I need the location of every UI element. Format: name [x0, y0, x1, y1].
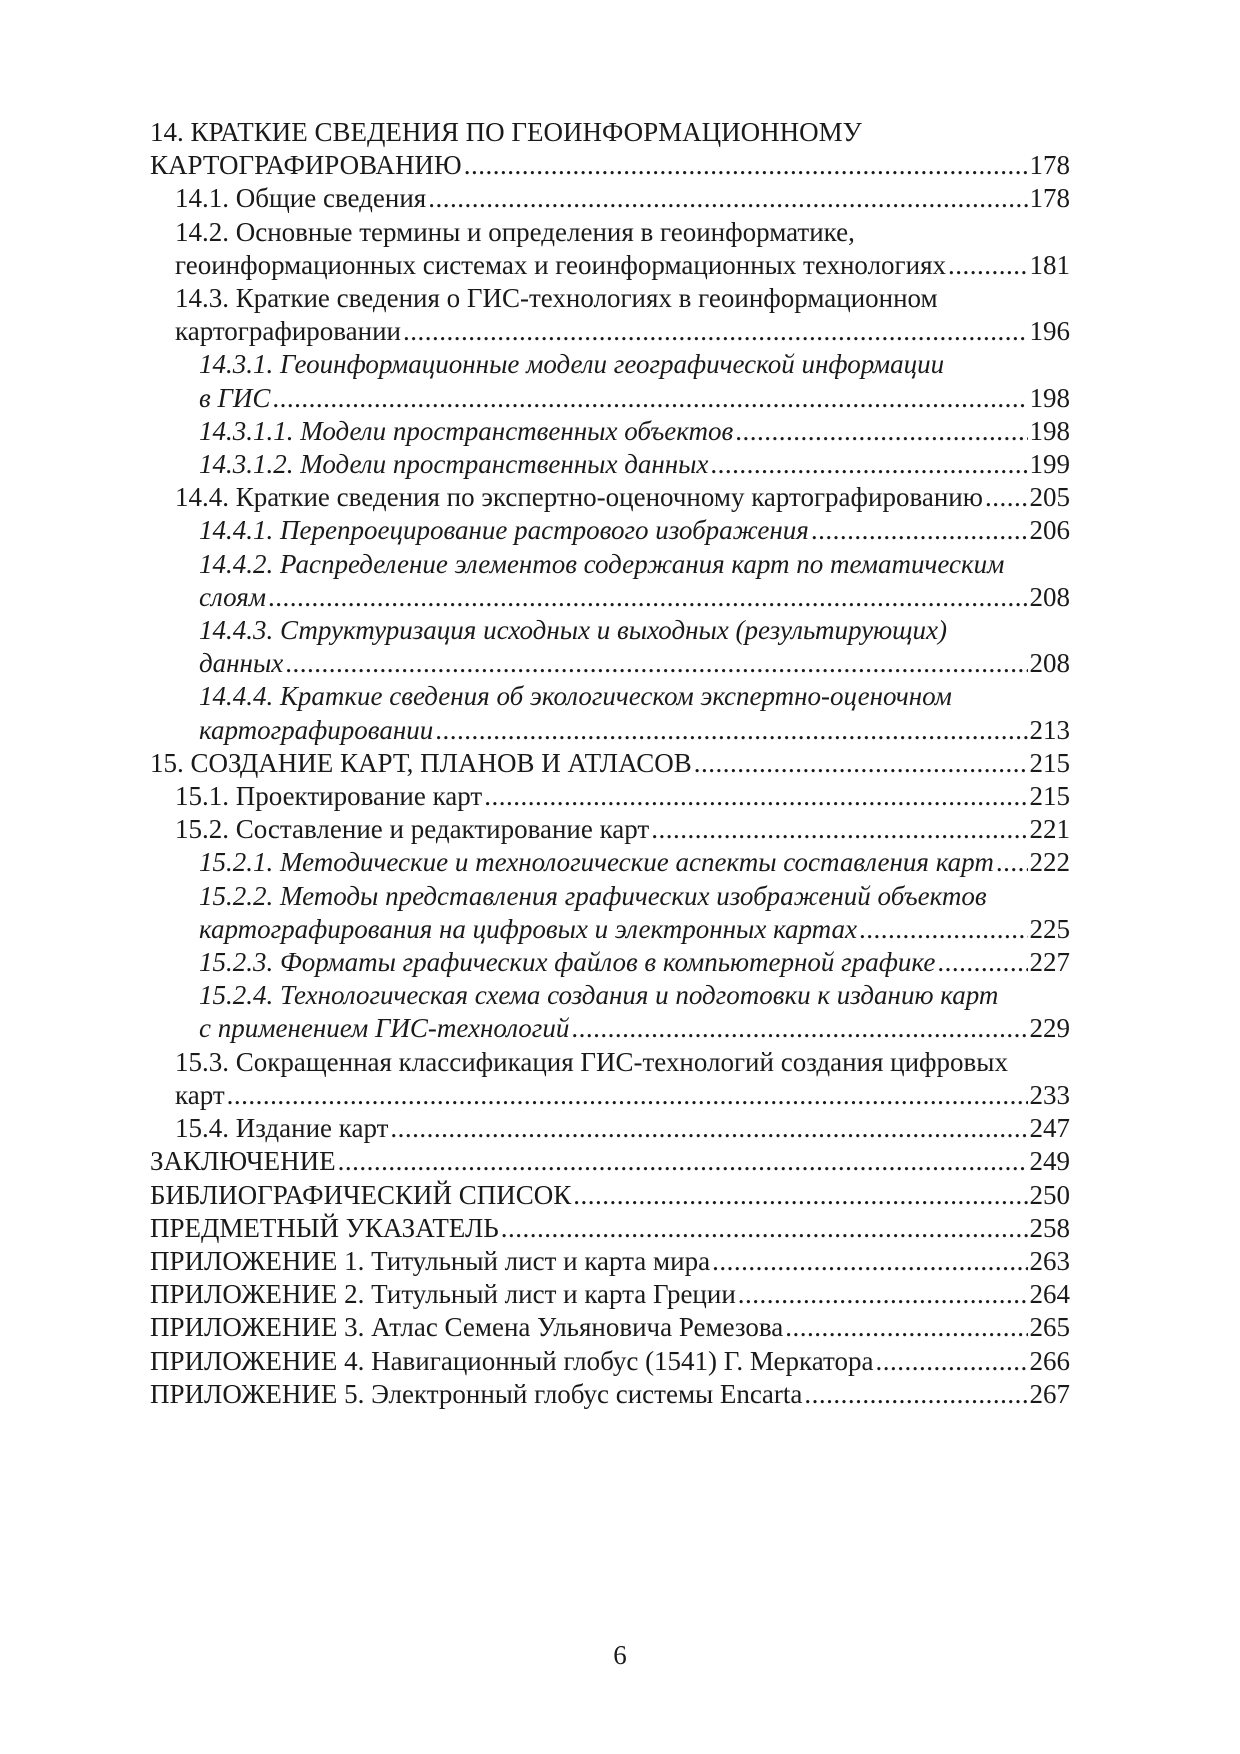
toc-entry-row: [150, 747, 1070, 780]
dot-leader: [227, 1079, 1028, 1112]
toc-entry: [150, 747, 1070, 780]
toc-entry-title: 15.2.4. Технологическая схема создания и подготовки к изданию карт: [199, 980, 999, 1011]
toc-entry-title: 15.4. Издание карт: [175, 1113, 389, 1144]
dot-leader: [735, 415, 1027, 448]
toc-entry-page: 198: [1029, 415, 1070, 446]
dot-leader: [712, 1245, 1027, 1278]
toc-entry-title: 15.3. Сокращенная классификация ГИС-технологий создания цифровых: [175, 1046, 1008, 1077]
toc-entry-page: 215: [1029, 747, 1070, 778]
toc-entry-title: 14.4.1. Перепроецирование растрового изображения: [199, 515, 809, 546]
dot-leader: [710, 448, 1027, 481]
toc-entry-title: 14.4.3. Структуризация исходных и выходных (результирующих): [199, 615, 947, 646]
toc-entry-row: [199, 647, 1070, 680]
toc-entry-page: 198: [1029, 382, 1070, 413]
toc-entry-row: [199, 714, 1070, 747]
toc-entry-title: ПРИЛОЖЕНИЕ 5. Электронный глобус системы Encarta: [150, 1378, 803, 1409]
toc-entry: [150, 614, 1070, 680]
toc-entry-row: [150, 1278, 1070, 1311]
toc-entry: [150, 548, 1070, 614]
toc-entry-row: [150, 1245, 1070, 1278]
toc-entry-row: [199, 448, 1070, 481]
toc-entry-page: 229: [1029, 1013, 1070, 1044]
toc-entry-row: [150, 1311, 1070, 1344]
toc-entry-title: 15.2.1. Методические и технологические аспекты составления карт: [199, 847, 994, 878]
toc-entry-page: 225: [1029, 913, 1070, 944]
toc-entry-page: 233: [1029, 1079, 1070, 1110]
toc-entry: [150, 946, 1070, 979]
dot-leader: [859, 913, 1028, 946]
toc-entry-page: 213: [1029, 714, 1070, 745]
dot-leader: [464, 149, 1028, 182]
toc-entry: [150, 1378, 1070, 1411]
dot-leader: [694, 747, 1028, 780]
toc-entry-row: [175, 1112, 1070, 1145]
toc-entry-page: 178: [1029, 150, 1070, 181]
toc-entry-page: 199: [1029, 449, 1070, 480]
toc-entry-row: [199, 514, 1070, 547]
toc-entry: [150, 846, 1070, 879]
toc-entry-title: 15.2.3. Форматы графических файлов в компьютерной графике: [199, 947, 936, 978]
toc-entry: [150, 116, 1070, 182]
toc-entry-row: [199, 846, 1070, 879]
toc-entry: [150, 448, 1070, 481]
toc-entry-title: картографировании: [175, 316, 402, 347]
dot-leader: [804, 1378, 1027, 1411]
toc-entry: [150, 680, 1070, 746]
toc-entry-row: [150, 1179, 1070, 1212]
toc-entry-row: [175, 780, 1070, 813]
toc-entry-title: 14.3.1. Геоинформационные модели географической информации: [199, 349, 945, 380]
toc-entry-title: ПРИЛОЖЕНИЕ 1. Титульный лист и карта мира: [150, 1245, 711, 1276]
toc-entry-row: [175, 1079, 1070, 1112]
dot-leader: [268, 581, 1027, 614]
dot-leader: [435, 714, 1027, 747]
toc-entry-row: [150, 1345, 1070, 1378]
toc-entry-page: 215: [1029, 781, 1070, 812]
toc-entry-row: [175, 813, 1070, 846]
toc-entry-title: в ГИС: [199, 382, 271, 413]
toc-entry: [150, 348, 1070, 414]
toc-entry-page: 266: [1029, 1345, 1070, 1376]
toc-entry-page: 267: [1029, 1378, 1070, 1409]
toc-entry-title: 15. СОЗДАНИЕ КАРТ, ПЛАНОВ И АТЛАСОВ: [150, 747, 692, 778]
toc-entry-row: [175, 481, 1070, 514]
toc-entry-row: [199, 382, 1070, 415]
dot-leader: [811, 514, 1028, 547]
dot-leader: [948, 249, 1028, 282]
toc-entry-title: ЗАКЛЮЧЕНИЕ: [150, 1146, 336, 1177]
toc-entry: [150, 1345, 1070, 1378]
toc-entry: [150, 481, 1070, 514]
table-of-contents: [150, 116, 1070, 1411]
dot-leader: [484, 780, 1027, 813]
toc-entry: [150, 1112, 1070, 1145]
toc-entry: [150, 282, 1070, 348]
toc-entry-title: ПРИЛОЖЕНИЕ 3. Атлас Семена Ульяновича Ремезова: [150, 1312, 784, 1343]
dot-leader: [403, 315, 1027, 348]
toc-entry-title: 14.2. Основные термины и определения в геоинформатике,: [175, 216, 855, 247]
toc-entry: [150, 780, 1070, 813]
toc-entry-page: 208: [1029, 581, 1070, 612]
toc-entry-title: 14.3. Краткие сведения о ГИС-технологиях в геоинформационном: [175, 283, 938, 314]
toc-entry: [150, 1278, 1070, 1311]
toc-entry-row: [150, 1378, 1070, 1411]
dot-leader: [272, 382, 1027, 415]
toc-entry-page: 222: [1029, 847, 1070, 878]
toc-entry: [150, 415, 1070, 448]
toc-entry: [150, 1245, 1070, 1278]
toc-entry-title: ПРЕДМЕТНЫЙ УКАЗАТЕЛЬ: [150, 1212, 499, 1243]
dot-leader: [285, 647, 1027, 680]
toc-entry-page: 247: [1029, 1113, 1070, 1144]
toc-entry: [150, 216, 1070, 282]
toc-entry-title: ПРИЛОЖЕНИЕ 2. Титульный лист и карта Греции: [150, 1279, 736, 1310]
toc-entry-row: [150, 149, 1070, 182]
toc-entry-row: [175, 249, 1070, 282]
dot-leader: [573, 1179, 1027, 1212]
toc-entry-page: 178: [1029, 183, 1070, 214]
dot-leader: [390, 1112, 1027, 1145]
toc-entry-page: 258: [1029, 1212, 1070, 1243]
toc-entry-title: картографирования на цифровых и электронных картах: [199, 913, 857, 944]
toc-entry-page: 263: [1029, 1245, 1070, 1276]
toc-entry-page: 250: [1029, 1179, 1070, 1210]
toc-entry: [150, 880, 1070, 946]
toc-entry-title: картографировании: [199, 714, 434, 745]
toc-entry-title: геоинформационных системах и геоинформационных технологиях: [175, 249, 946, 280]
toc-entry-title: слоям: [199, 581, 267, 612]
toc-entry-row: [199, 913, 1070, 946]
toc-entry-row: [150, 1212, 1070, 1245]
toc-entry-row: [175, 315, 1070, 348]
dot-leader: [985, 481, 1028, 514]
toc-entry-page: 206: [1029, 515, 1070, 546]
toc-entry-title: КАРТОГРАФИРОВАНИЮ: [150, 150, 462, 181]
toc-entry-title: БИБЛИОГРАФИЧЕСКИЙ СПИСОК: [150, 1179, 572, 1210]
dot-leader: [338, 1145, 1028, 1178]
toc-entry-page: 221: [1029, 814, 1070, 845]
toc-entry-page: 227: [1029, 947, 1070, 978]
toc-entry: [150, 813, 1070, 846]
dot-leader: [937, 946, 1027, 979]
toc-entry: [150, 1046, 1070, 1112]
toc-entry-row: [199, 415, 1070, 448]
dot-leader: [501, 1212, 1028, 1245]
toc-entry-page: 205: [1029, 482, 1070, 513]
toc-entry-page: 264: [1029, 1279, 1070, 1310]
toc-entry-row: [199, 1012, 1070, 1045]
toc-entry: [150, 979, 1070, 1045]
dot-leader: [785, 1311, 1027, 1344]
toc-entry-page: 208: [1029, 648, 1070, 679]
toc-entry-row: [175, 182, 1070, 215]
toc-entry: [150, 1212, 1070, 1245]
dot-leader: [571, 1012, 1027, 1045]
toc-entry-title: карт: [175, 1079, 225, 1110]
toc-entry-title: 14.3.1.2. Модели пространственных данных: [199, 449, 709, 480]
toc-entry-title: 15.2.2. Методы представления графических изображений объектов: [199, 880, 987, 911]
dot-leader: [996, 846, 1028, 879]
toc-entry-title: 14.1. Общие сведения: [175, 183, 427, 214]
toc-entry-title: 15.2. Составление и редактирование карт: [175, 814, 650, 845]
toc-entry: [150, 1179, 1070, 1212]
dot-leader: [738, 1278, 1028, 1311]
toc-entry: [150, 514, 1070, 547]
toc-entry-title: 14. КРАТКИЕ СВЕДЕНИЯ ПО ГЕОИНФОРМАЦИОННОМУ: [150, 117, 862, 147]
dot-leader: [875, 1345, 1027, 1378]
toc-entry-page: 181: [1029, 249, 1070, 280]
toc-entry-title: 14.4. Краткие сведения по экспертно-оценочному картографированию: [175, 482, 983, 513]
toc-entry: [150, 1311, 1070, 1344]
toc-entry-title: 14.3.1.1. Модели пространственных объектов: [199, 415, 734, 446]
toc-entry-title: данных: [199, 648, 284, 679]
toc-entry-row: [199, 581, 1070, 614]
toc-entry-page: 249: [1029, 1146, 1070, 1177]
toc-entry-title: 14.4.2. Распределение элементов содержания карт по тематическим: [199, 548, 1005, 579]
page-number: 6: [613, 1640, 627, 1670]
toc-entry-page: 265: [1029, 1312, 1070, 1343]
toc-entry-title: 14.4.4. Краткие сведения об экологическом экспертно-оценочном: [199, 681, 952, 712]
dot-leader: [428, 182, 1027, 215]
toc-entry-title: ПРИЛОЖЕНИЕ 4. Навигационный глобус (1541) Г. Меркатора: [150, 1345, 874, 1376]
toc-entry-title: с применением ГИС-технологий: [199, 1013, 570, 1044]
toc-entry-row: [199, 946, 1070, 979]
dot-leader: [651, 813, 1027, 846]
toc-entry: [150, 182, 1070, 215]
toc-entry: [150, 1145, 1070, 1178]
toc-entry-row: [150, 1145, 1070, 1178]
toc-entry-page: 196: [1029, 316, 1070, 347]
toc-entry-title: 15.1. Проектирование карт: [175, 781, 483, 812]
